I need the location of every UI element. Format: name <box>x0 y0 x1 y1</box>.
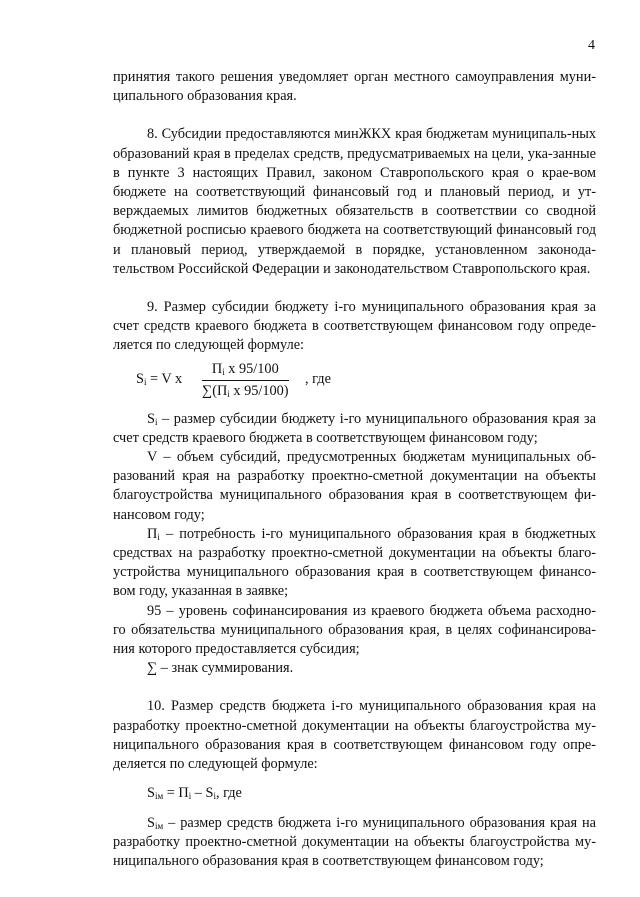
page-number: 4 <box>588 38 595 53</box>
definition-sum: ∑ – знак суммирования. <box>147 660 294 677</box>
formula-numerator: $П_i$ x 95/100 <box>202 360 289 381</box>
paragraph-10: 10. Размер средств бюджета i-го муниципального образования края на разработку проектно-сметной документации на объекты благоустройства му-ниципального образования края в соответствующем финансовом году опре-деляется по следующей формуле: <box>113 698 596 773</box>
paragraph-9: 9. Размер субсидии бюджету i-го муниципального образования края за счет средств краевого бюджета в соответствующем финансовом году опреде-ляется по следующей формуле: <box>113 299 596 354</box>
formula-lhs: $S_i = V$ x <box>136 370 183 387</box>
subsidy-formula <box>113 360 596 404</box>
formula-fraction <box>202 360 289 401</box>
document-body <box>113 68 596 871</box>
municipal-formula: $S_{iм} = П_i - S_i$, где <box>147 785 242 802</box>
intro-paragraph: принятия такого решения уведомляет орган местного самоуправления муни-ципального образования края. <box>113 69 596 105</box>
definition-p: $П_i$ – потребность i-го муниципального образования края в бюджетных средствах на разработку проектно-сметной документации на объекты благо-устройства муниципального образования края в соответствующем финансо-вом году, указанная в заявке; <box>113 525 596 600</box>
paragraph-8: 8. Субсидии предоставляются минЖКХ края бюджетам муниципаль-ных образований края в пределах средств, предусматриваемых на цели, ука-занные в пункте 3 настоящих Правил, законом Ставропольского края о крае-вом бюджете на соответствующий финансовый год и плановый период, и ут-верждаемых лимитов бюджетных обязательств в соответствии со сводной бюджетной росписью краевого бюджета на соответствующий финансовый год и плановый период, утверждаемой в порядке, установленном законода-тельством Российской Федерации и законодательством Ставропольского края. <box>113 126 596 277</box>
formula-denominator: $\sum(П_i$ x 95/100) <box>202 382 289 399</box>
definition-v: V – объем субсидий, предусмотренных бюджетам муниципальных об-разований края на разработку проектно-сметной документации на объекты благоустройства муниципального образования края в соответствующем фи-нансовом году; <box>113 449 596 523</box>
definition-sim: $S_{iм}$ – размер средств бюджета i-го муниципального образования края на разработку проектно-сметной документации на объекты благоустройства му-ниципального образования края в соответствующем финансовом году; <box>113 814 596 869</box>
definition-95: 95 – уровень софинансирования из краевого бюджета объема расходно-го обязательства муниципального образования края, в целях софинансирова-ния которого предоставляется субсидия; <box>113 602 596 658</box>
definition-s: $S_i$ – размер субсидии бюджету i-го муниципального образования края за счет средств краевого бюджета в соответствующем финансовом году; <box>113 410 596 446</box>
formula-tail: , где <box>305 370 331 387</box>
